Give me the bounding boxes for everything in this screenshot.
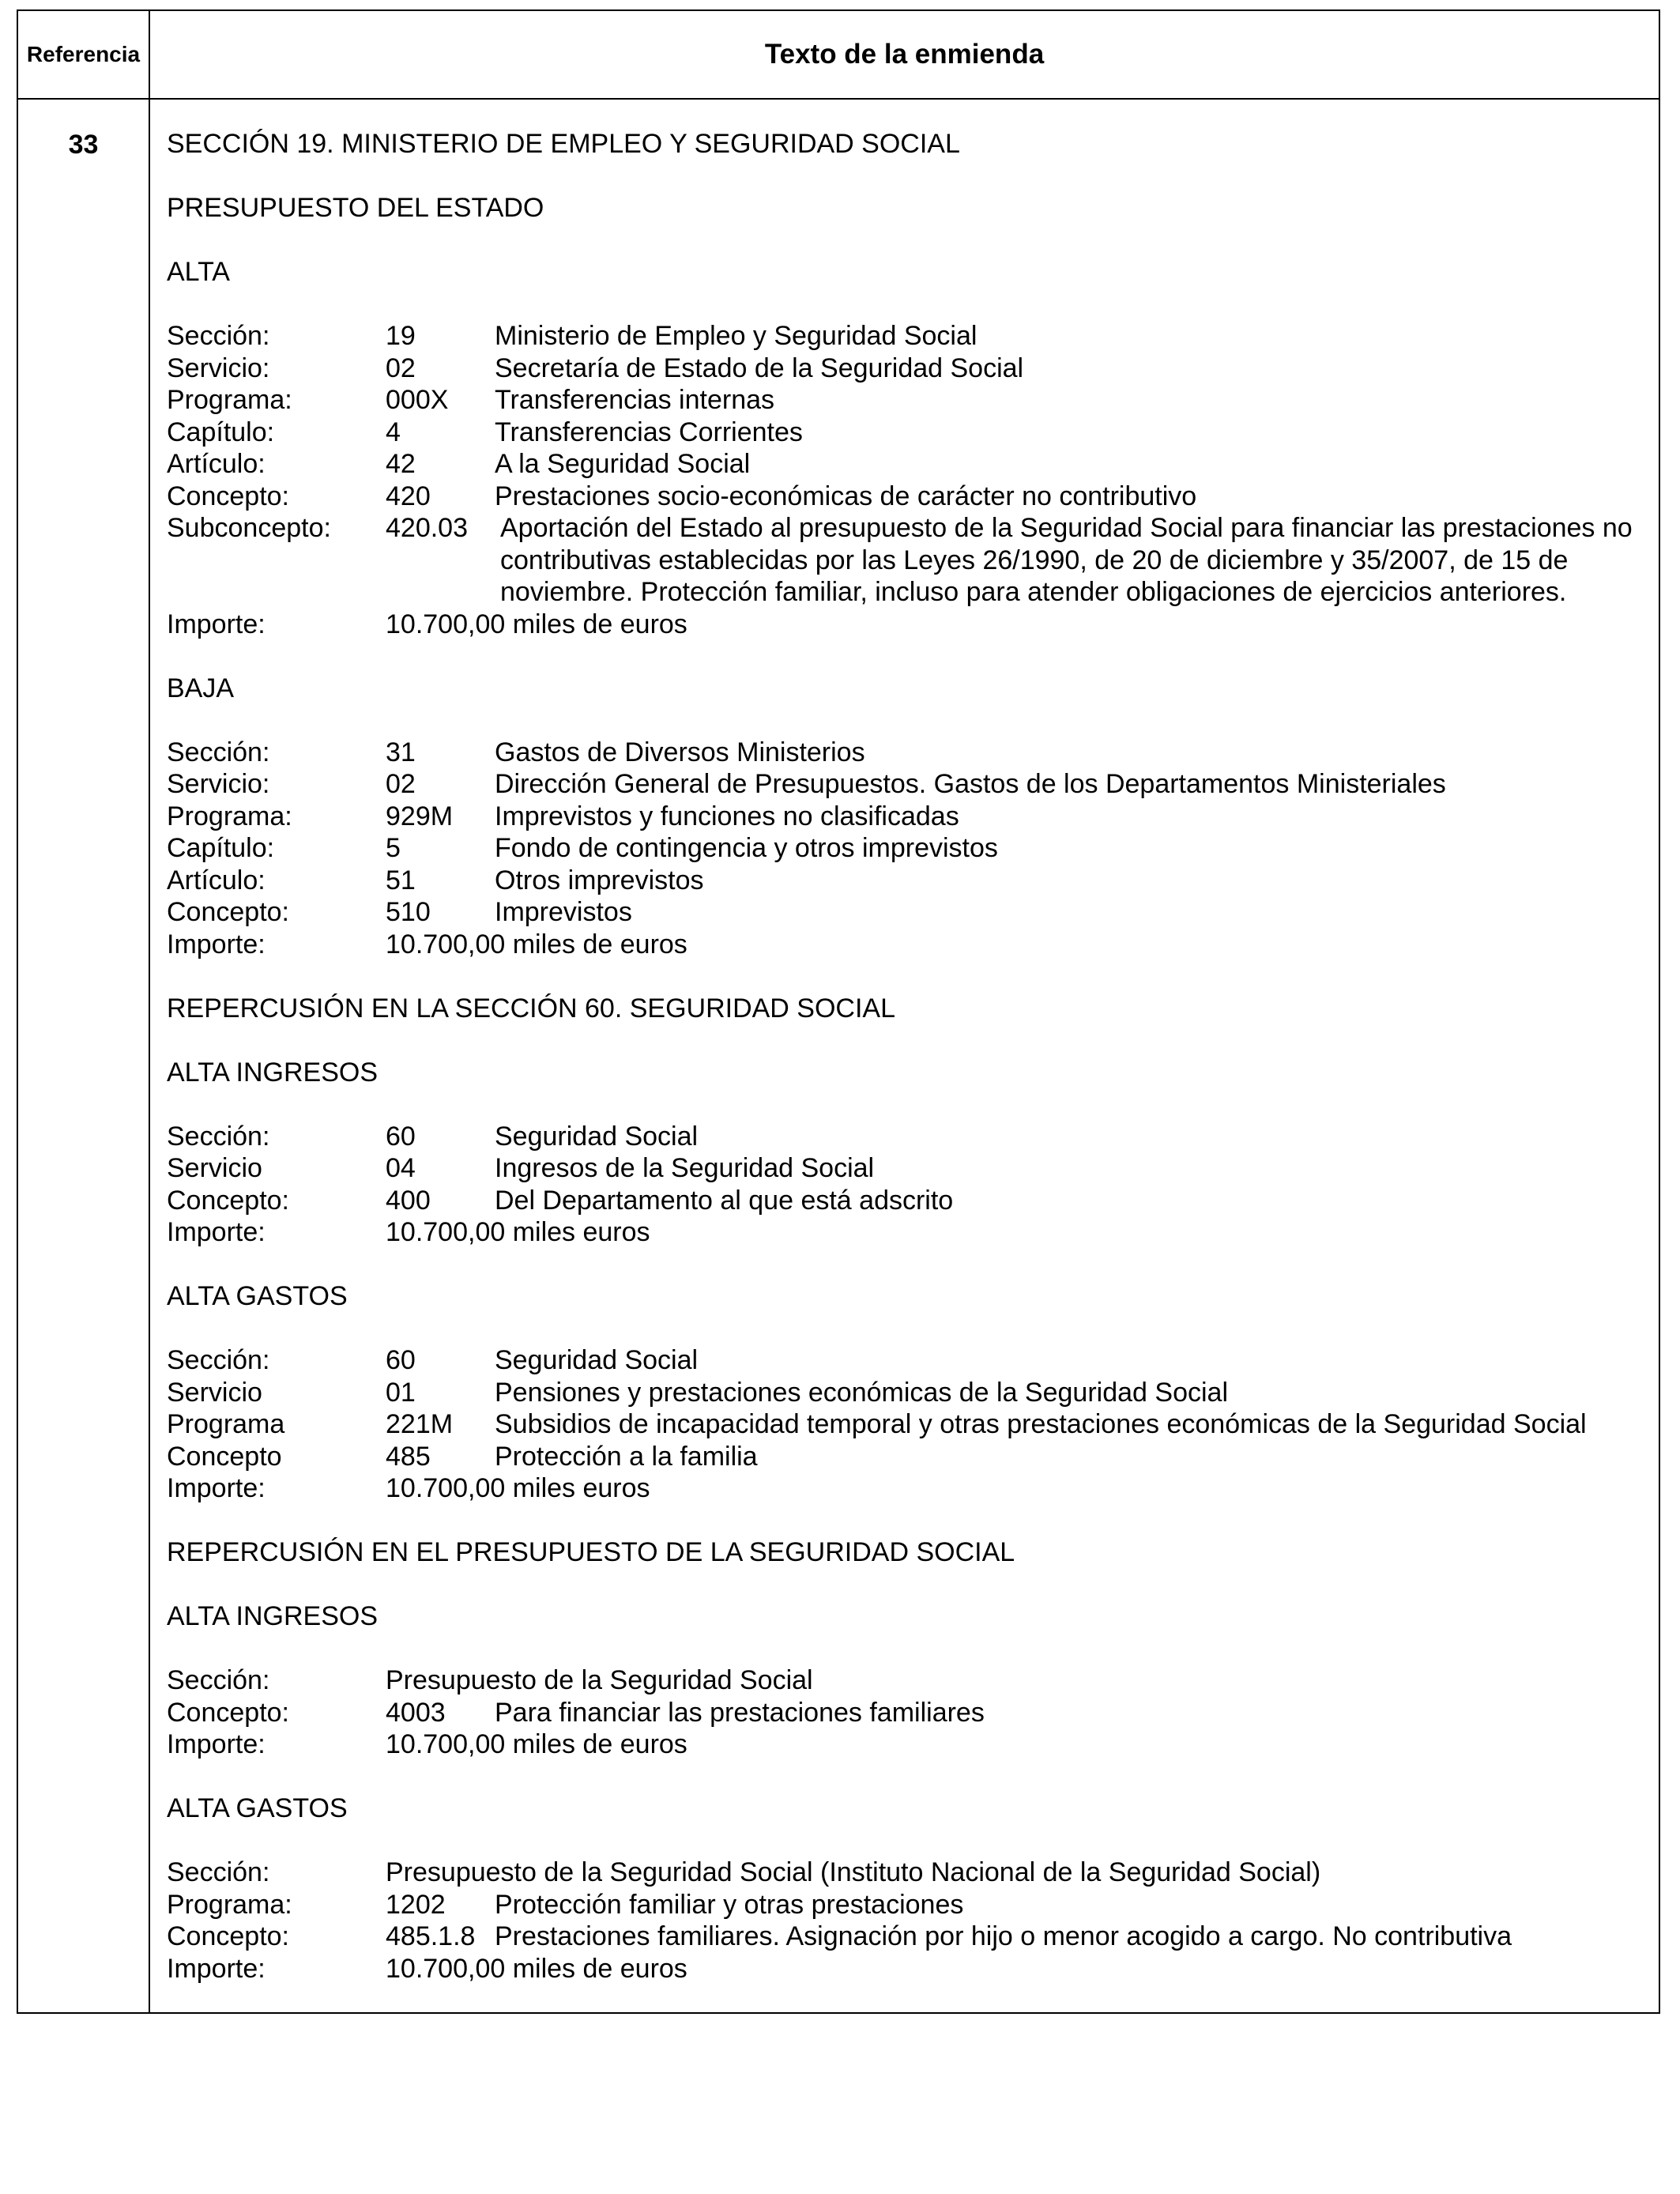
repss-ingresos-row (167, 1697, 1652, 1729)
row-desc: Imprevistos (495, 897, 632, 927)
repss-ingresos-importe-row (167, 1728, 1652, 1761)
row-label: Sección: (167, 737, 270, 767)
row-desc: Imprevistos y funciones no clasificadas (495, 801, 959, 831)
row-code: 510 (386, 897, 431, 927)
row-desc: Otros imprevistos (495, 865, 704, 895)
importe-label: Importe: (167, 1953, 266, 1984)
row-label: Programa: (167, 801, 292, 831)
budget-title: PRESUPUESTO DEL ESTADO (167, 193, 544, 223)
rep60-gastos-importe-row (167, 1472, 1652, 1505)
row-code: 400 (386, 1185, 431, 1216)
row-label: Capítulo: (167, 417, 275, 447)
row-desc: Transferencias Corrientes (495, 417, 803, 447)
row-desc: Para financiar las prestaciones familiares (495, 1697, 985, 1728)
row-label: Programa: (167, 385, 292, 415)
row-code: 420.03 (386, 513, 468, 543)
row-desc: Transferencias internas (495, 385, 775, 415)
alta-importe-row (167, 609, 1652, 641)
baja-row (167, 865, 1652, 897)
row-code: 929M (386, 801, 454, 831)
row-code: 4003 (386, 1697, 446, 1728)
baja-importe-row (167, 929, 1652, 961)
row-code: 02 (386, 769, 416, 799)
row-desc: Gastos de Diversos Ministerios (495, 737, 865, 767)
section-title: SECCIÓN 19. MINISTERIO DE EMPLEO Y SEGURIDAD SOCIAL (167, 129, 960, 159)
row-label: Sección: (167, 1857, 270, 1887)
repss-gastos-heading: ALTA GASTOS (167, 1793, 348, 1823)
alta-row (167, 384, 1652, 417)
repss-gastos-row (167, 1889, 1652, 1921)
row-desc: Seguridad Social (495, 1345, 699, 1375)
alta-row (167, 417, 1652, 449)
row-desc: Del Departamento al que está adscrito (495, 1185, 954, 1216)
row-desc: A la Seguridad Social (495, 449, 751, 479)
importe-value: 10.700,00 miles de euros (386, 1729, 687, 1759)
row-label: Concepto: (167, 1697, 289, 1728)
row-desc: Protección familiar y otras prestaciones (495, 1889, 964, 1920)
row-label: Servicio: (167, 769, 270, 799)
repss-gastos-seccion-row (167, 1857, 1652, 1889)
row-code: 42 (386, 449, 416, 479)
alta-row (167, 448, 1652, 481)
rep60-gastos-row (167, 1408, 1652, 1441)
importe-label: Importe: (167, 1729, 266, 1759)
row-desc: Presupuesto de la Seguridad Social (Instituto Nacional de la Seguridad Social) (386, 1857, 1321, 1887)
rep60-ingresos-row (167, 1185, 1652, 1217)
table-header (18, 11, 1659, 100)
row-label: Sección: (167, 1121, 270, 1152)
row-label: Artículo: (167, 865, 266, 895)
row-desc: Pensiones y prestaciones económicas de la Seguridad Social (495, 1377, 1228, 1408)
row-code: 1202 (386, 1889, 446, 1920)
row-desc: Presupuesto de la Seguridad Social (386, 1665, 813, 1695)
row-label: Servicio (167, 1377, 262, 1408)
row-code: 04 (386, 1153, 416, 1183)
row-label: Concepto: (167, 1185, 289, 1216)
row-desc: Prestaciones familiares. Asignación por hijo o menor acogido a cargo. No contributiva (495, 1921, 1512, 1951)
importe-value: 10.700,00 miles euros (386, 1473, 650, 1503)
row-label: Sección: (167, 1345, 270, 1375)
row-code: 51 (386, 865, 416, 895)
baja-row (167, 832, 1652, 865)
row-desc: Fondo de contingencia y otros imprevistos (495, 833, 998, 863)
amendment-table (17, 9, 1660, 2014)
row-label: Concepto (167, 1441, 282, 1472)
row-code: 000X (386, 385, 449, 415)
alta-row (167, 352, 1652, 385)
reference-number: 33 (68, 130, 99, 160)
row-label: Subconcepto: (167, 513, 331, 543)
row-label: Concepto: (167, 1921, 289, 1951)
rep60-heading: REPERCUSIÓN EN LA SECCIÓN 60. SEGURIDAD SOCIAL (167, 993, 896, 1023)
row-label: Servicio: (167, 352, 270, 383)
row-desc: Protección a la familia (495, 1441, 758, 1472)
rep60-ingresos-row (167, 1152, 1652, 1185)
row-desc: Ingresos de la Seguridad Social (495, 1153, 875, 1183)
row-code: 420 (386, 481, 431, 511)
column-divider (149, 11, 150, 2012)
rep60-gastos-row (167, 1344, 1652, 1377)
row-code: 02 (386, 352, 416, 383)
header-amendment-text: Texto de la enmienda (764, 39, 1045, 70)
row-label: Artículo: (167, 449, 266, 479)
row-code: 01 (386, 1377, 416, 1408)
baja-row (167, 896, 1652, 929)
row-desc: Dirección General de Presupuestos. Gastos de los Departamentos Ministeriales (495, 769, 1446, 799)
alta-heading: ALTA (167, 257, 230, 287)
importe-value: 10.700,00 miles de euros (386, 609, 687, 639)
row-code: 4 (386, 417, 401, 447)
row-code: 5 (386, 833, 401, 863)
repss-gastos-row (167, 1921, 1652, 1953)
repss-heading: REPERCUSIÓN EN EL PRESUPUESTO DE LA SEGURIDAD SOCIAL (167, 1537, 1015, 1567)
row-code: 31 (386, 737, 416, 767)
amendment-text (167, 128, 1652, 1985)
row-desc: Prestaciones socio-económicas de carácter no contributivo (495, 481, 1197, 511)
row-desc: Secretaría de Estado de la Seguridad Social (495, 352, 1024, 383)
alta-row (167, 481, 1652, 513)
repss-gastos-importe-row (167, 1953, 1652, 1985)
row-label: Concepto: (167, 897, 289, 927)
row-code: 60 (386, 1121, 416, 1152)
row-code: 221M (386, 1409, 454, 1439)
importe-label: Importe: (167, 1217, 266, 1247)
baja-row (167, 737, 1652, 769)
repss-ingresos-seccion-row (167, 1664, 1652, 1697)
rep60-gastos-heading: ALTA GASTOS (167, 1281, 348, 1311)
row-label: Concepto: (167, 481, 289, 511)
rep60-ingresos-row (167, 1121, 1652, 1153)
importe-label: Importe: (167, 609, 266, 639)
row-code: 485 (386, 1441, 431, 1472)
row-label: Capítulo: (167, 833, 275, 863)
row-code: 60 (386, 1345, 416, 1375)
row-code: 485.1.8 (386, 1921, 476, 1951)
row-desc: Aportación del Estado al presupuesto de la Seguridad Social para financiar las prestaciones no contributivas establecidas por las Leyes 26/1990, de 20 de diciembre y 35/2007, de 15 de noviembre. Protección familiar, incluso para atender obligaciones de ejercicios anteriores. (500, 513, 1633, 607)
row-label: Sección: (167, 1665, 270, 1695)
baja-row (167, 801, 1652, 833)
row-desc: Ministerio de Empleo y Seguridad Social (495, 321, 977, 351)
row-label: Programa: (167, 1889, 292, 1920)
importe-value: 10.700,00 miles de euros (386, 1953, 687, 1984)
header-reference: Referencia (26, 42, 141, 66)
rep60-gastos-row (167, 1377, 1652, 1409)
importe-label: Importe: (167, 929, 266, 959)
repss-ingresos-heading: ALTA INGRESOS (167, 1601, 379, 1631)
importe-value: 10.700,00 miles euros (386, 1217, 650, 1247)
importe-value: 10.700,00 miles de euros (386, 929, 687, 959)
row-desc: Subsidios de incapacidad temporal y otras prestaciones económicas de la Seguridad Social (495, 1409, 1587, 1439)
rep60-gastos-row (167, 1441, 1652, 1473)
row-label: Programa (167, 1409, 285, 1439)
row-label: Servicio (167, 1153, 262, 1183)
baja-row (167, 768, 1652, 801)
importe-label: Importe: (167, 1473, 266, 1503)
rep60-ingresos-heading: ALTA INGRESOS (167, 1057, 379, 1088)
alta-row (167, 320, 1652, 352)
row-desc: Seguridad Social (495, 1121, 699, 1152)
rep60-ingresos-importe-row (167, 1216, 1652, 1249)
row-label: Sección: (167, 321, 270, 351)
alta-row (167, 512, 1652, 609)
baja-heading: BAJA (167, 673, 235, 703)
row-code: 19 (386, 321, 416, 351)
